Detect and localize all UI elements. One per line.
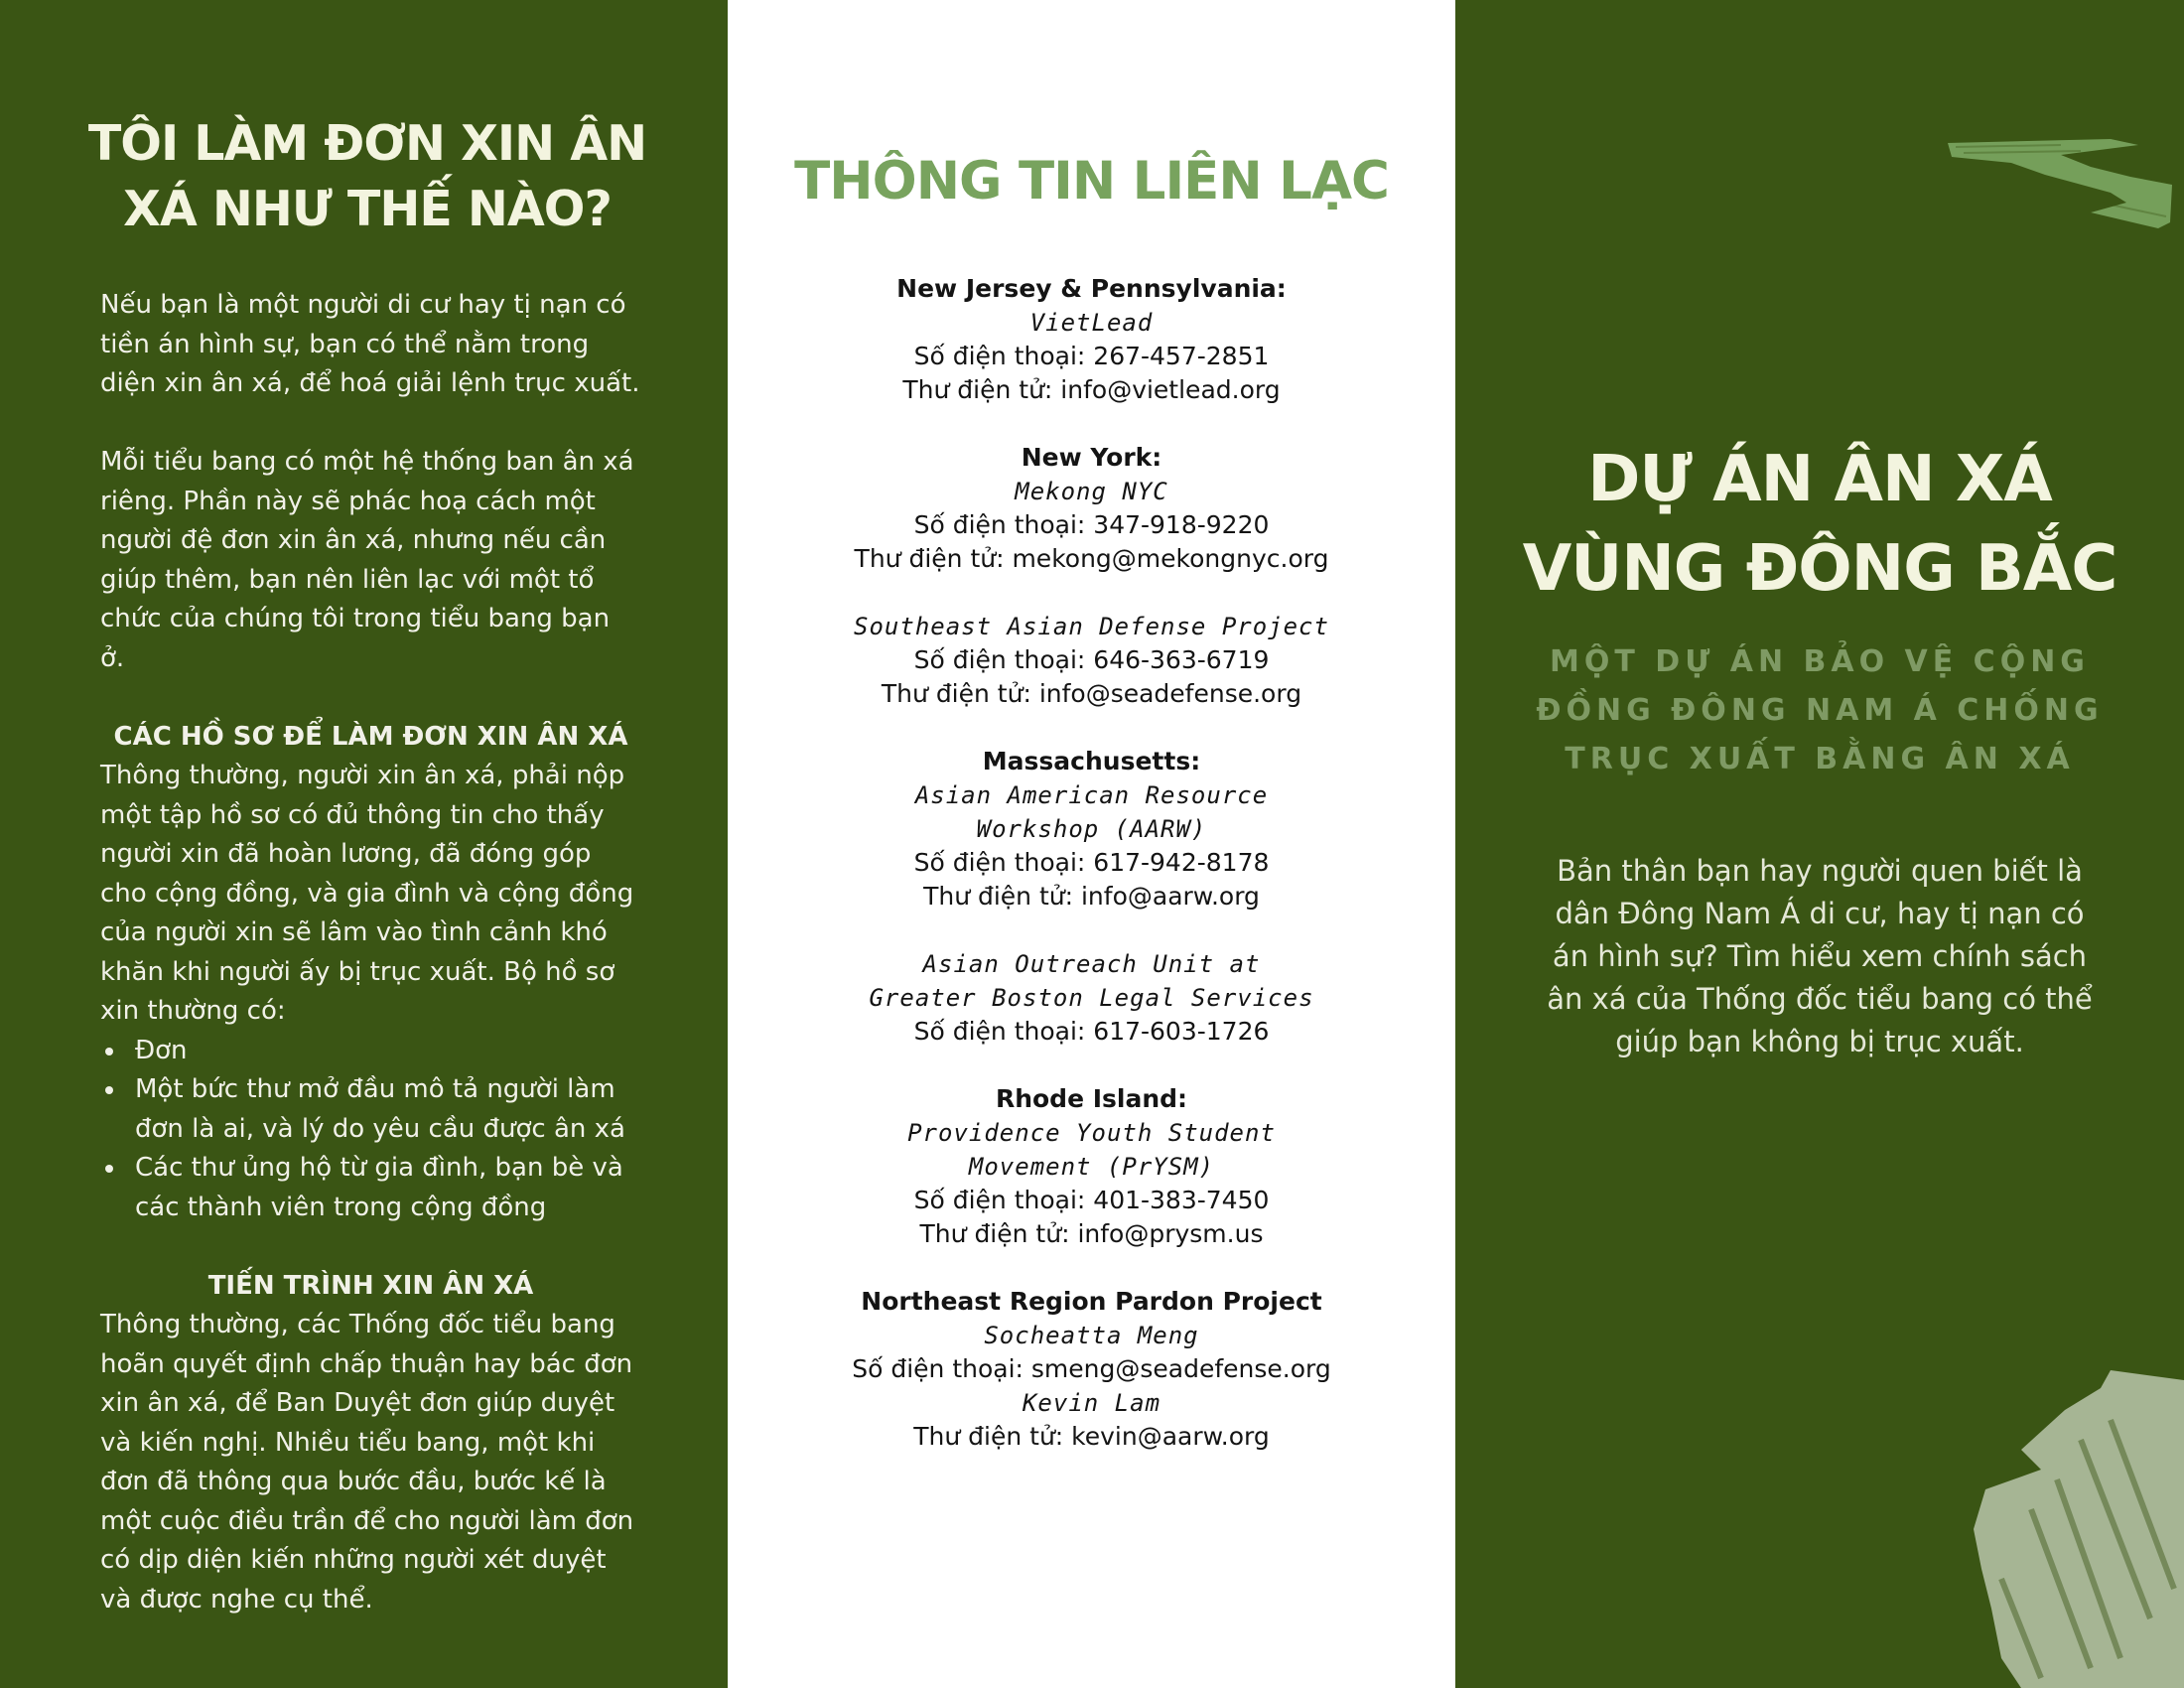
contact-email: Thư điện tử: info@seadefense.org xyxy=(881,679,1302,708)
list-item: Đơn xyxy=(135,1032,641,1071)
list-item: Một bức thư mở đầu mô tả người làm đơn là ai, và lý do yêu cầu được ân xá xyxy=(135,1070,641,1149)
intro-paragraph: Nếu bạn là một người di cư hay tị nạn có tiền án hình sự, bạn có thể nằm trong diện xin ân xá, để hoá giải lệnh trục xuất. xyxy=(100,290,640,398)
contact-block-ny xyxy=(728,441,1455,576)
process-heading: TIẾN TRÌNH XIN ÂN XÁ xyxy=(207,1270,534,1301)
contact-email: Thư điện tử: info@aarw.org xyxy=(923,882,1260,911)
process-text: Thông thường, các Thống đốc tiểu bang hoãn quyết định chấp thuận hay bác đơn xin ân xá, để Ban Duyệt đơn giúp duyệt và kiến nghị. Nhiều tiểu bang, một khi đơn đã thông qua bước đầu, bước kế là một cuộc điều trần để cho người làm đơn có dịp diện kiến những người xét duyệt và được nghe cụ thể. xyxy=(100,1310,634,1615)
contact-region: Northeast Region Pardon Project xyxy=(861,1287,1322,1316)
documents-heading: CÁC HỒ SƠ ĐỂ LÀM ĐƠN XIN ÂN XÁ xyxy=(113,721,628,752)
contact-phone: Số điện thoại: 617-942-8178 xyxy=(913,848,1270,877)
contact-region: New York: xyxy=(1021,443,1162,472)
contact-block-nj-pa xyxy=(728,272,1455,407)
contact-title: THÔNG TIN LIÊN LẠC xyxy=(794,151,1389,211)
left-panel xyxy=(0,0,728,1688)
title-line: DỰ ÁN ÂN XÁ xyxy=(1587,443,2052,516)
contact-block-seadp xyxy=(728,610,1455,711)
contact-email: Thư điện tử: mekong@mekongnyc.org xyxy=(854,544,1329,573)
right-panel-description: Bản thân bạn hay người quen biết là dân Đông Nam Á di cư, hay tị nạn có án hình sự? Tìm hiểu xem chính sách ân xá của Thống đốc tiểu bang có thể giúp bạn không bị trục xuất. xyxy=(1547,854,2093,1058)
contact-org: Movement (PrYSM) xyxy=(968,1153,1215,1181)
contact-org: Asian American Resource xyxy=(914,781,1269,809)
title-line: VÙNG ĐÔNG BẮC xyxy=(1522,532,2117,606)
list-item: Các thư ủng hộ từ gia đình, bạn bè và các thành viên trong cộng đồng xyxy=(135,1149,641,1227)
middle-panel xyxy=(728,0,1455,1688)
documents-list xyxy=(100,1032,641,1228)
brush-stroke-bottom-icon xyxy=(1962,1370,2184,1688)
right-panel xyxy=(1455,0,2184,1688)
state-system-paragraph: Mỗi tiểu bang có một hệ thống ban ân xá riêng. Phần này sẽ phác hoạ cách một người đệ đơn xin ân xá, nhưng nếu cần giúp thêm, bạn nên liên lạc với một tổ chức của chúng tôi trong tiểu bang bạn ở. xyxy=(100,447,634,673)
contact-email: Thư điện tử: info@vietlead.org xyxy=(902,375,1281,404)
contact-region: New Jersey & Pennsylvania: xyxy=(896,274,1287,303)
right-panel-title xyxy=(1455,435,2184,614)
contact-list xyxy=(728,272,1455,1454)
contact-org: Providence Youth Student xyxy=(907,1119,1276,1147)
contact-block-ma xyxy=(728,745,1455,914)
contact-person: Kevin Lam xyxy=(1022,1389,1161,1417)
contact-region: Massachusetts: xyxy=(982,747,1201,775)
contact-phone: Số điện thoại: smeng@seadefense.org xyxy=(852,1354,1331,1383)
brush-stroke-top-icon xyxy=(1942,133,2174,232)
contact-org: Workshop (AARW) xyxy=(976,815,1207,843)
contact-email: Thư điện tử: info@prysm.us xyxy=(919,1219,1264,1248)
contact-org: Mekong NYC xyxy=(1015,478,1168,505)
contact-email: Thư điện tử: kevin@aarw.org xyxy=(913,1422,1270,1451)
contact-phone: Số điện thoại: 347-918-9220 xyxy=(913,510,1270,539)
documents-text: Thông thường, người xin ân xá, phải nộp một tập hồ sơ có đủ thông tin cho thấy người xin đã hoàn lương, đã đóng góp cho cộng đồng, và gia đình và cộng đồng của người xin sẽ lâm vào tình cảnh khó khăn khi người ấy bị trục xuất. Bộ hồ sơ xin thường có: xyxy=(100,761,634,1026)
contact-block-ri xyxy=(728,1082,1455,1251)
left-panel-title: TÔI LÀM ĐƠN XIN ÂN XÁ NHƯ THẾ NÀO? xyxy=(87,115,647,237)
contact-org: Southeast Asian Defense Project xyxy=(854,613,1329,640)
contact-region: Rhode Island: xyxy=(995,1084,1188,1113)
contact-phone: Số điện thoại: 401-383-7450 xyxy=(913,1186,1270,1214)
contact-org: VietLead xyxy=(1029,309,1154,337)
contact-org: Greater Boston Legal Services xyxy=(869,984,1314,1012)
contact-org: Asian Outreach Unit at xyxy=(922,950,1261,978)
right-panel-subtitle: MỘT DỰ ÁN BẢO VỆ CỘNG ĐỒNG ĐÔNG NAM Á CHỐNG TRỤC XUẤT BẰNG ÂN XÁ xyxy=(1536,644,2104,776)
contact-block-nrpp xyxy=(728,1285,1455,1454)
contact-phone: Số điện thoại: 646-363-6719 xyxy=(913,645,1270,674)
contact-phone: Số điện thoại: 267-457-2851 xyxy=(913,342,1270,370)
contact-block-gbls xyxy=(728,947,1455,1049)
contact-phone: Số điện thoại: 617-603-1726 xyxy=(913,1017,1270,1046)
contact-person: Socheatta Meng xyxy=(984,1322,1199,1349)
left-panel-body xyxy=(100,286,641,1619)
